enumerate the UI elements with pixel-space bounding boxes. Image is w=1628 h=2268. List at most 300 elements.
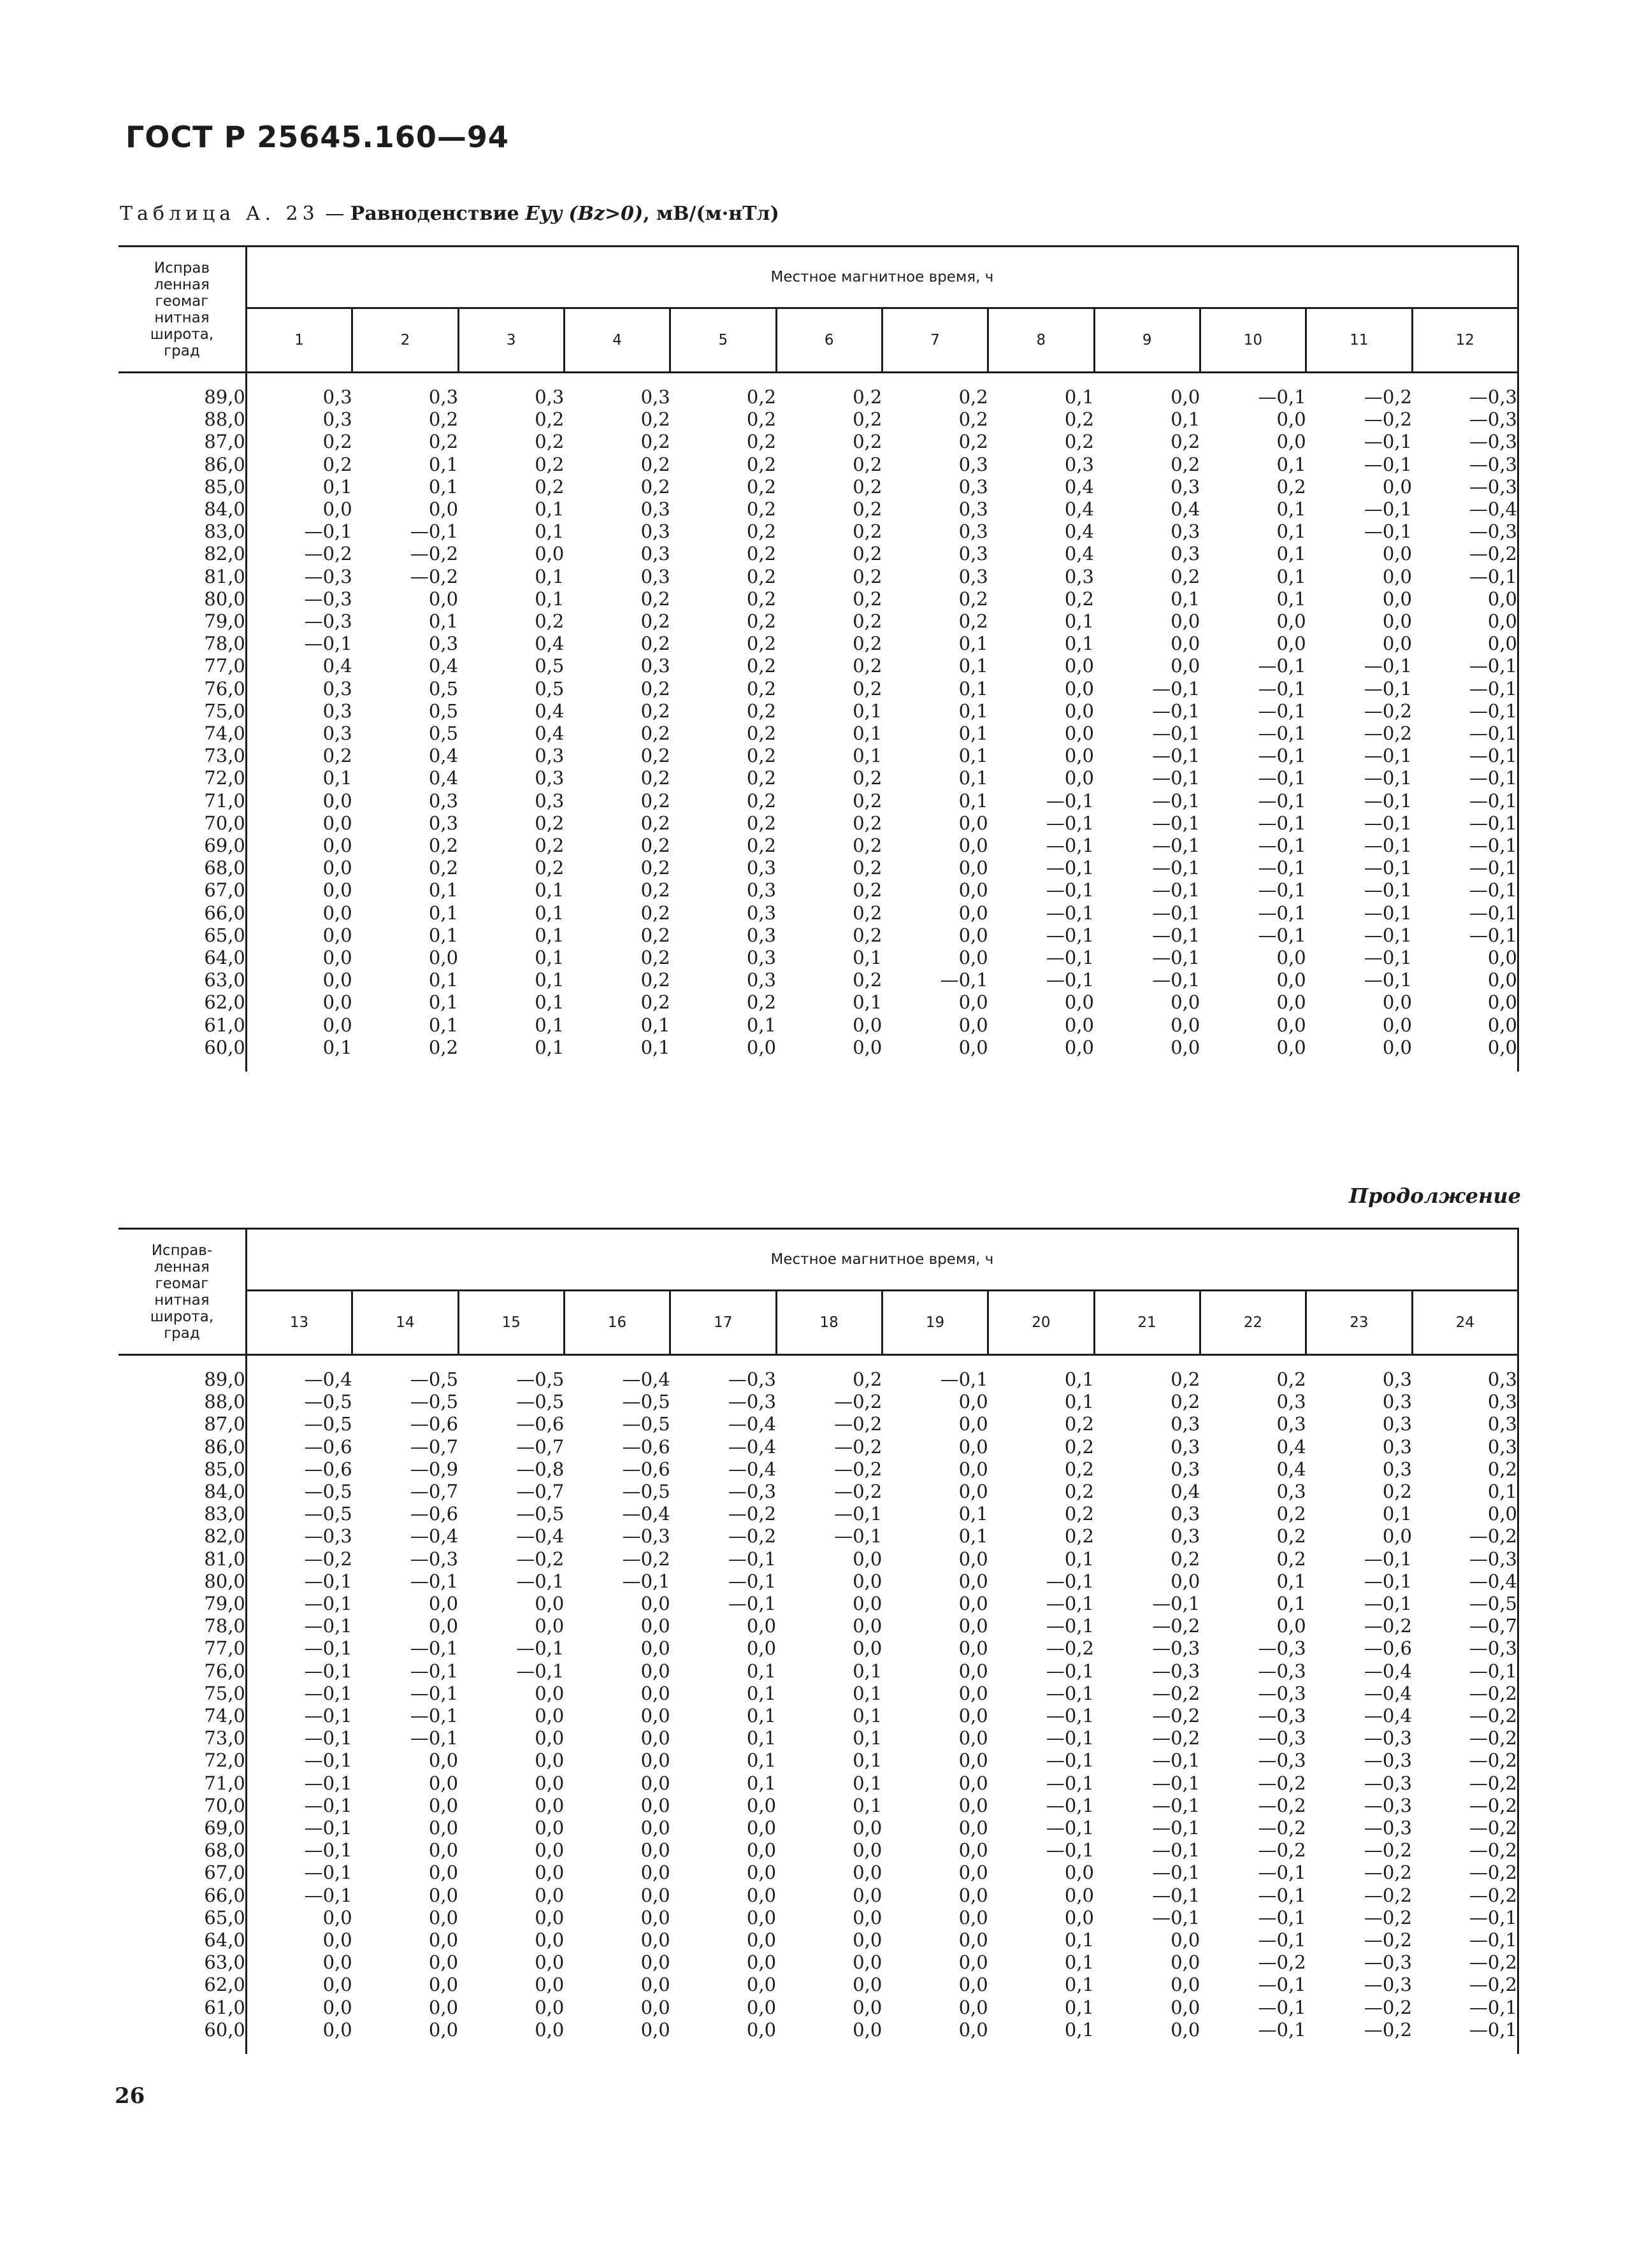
value-cell: 0,2 [640,947,670,969]
latitude-cell: 79,0 [119,610,246,633]
value-cell: 0,0 [746,2018,777,2041]
hour-column-header: 22 [1200,1290,1306,1354]
value-cell: —0,3 [1364,1974,1412,1996]
value-cell: —0,3 [1258,1705,1306,1727]
latitude-cell: 86,0 [119,454,246,476]
hour-column-header: 4 [564,308,670,372]
value-cell: —0,4 [728,1435,777,1458]
value-cell: 0,0 [1276,431,1306,453]
value-cell: 0,0 [535,1974,565,1996]
value-cell: 0,0 [958,1615,988,1637]
value-cell: —0,4 [304,1368,352,1390]
value-cell: 0,0 [1382,633,1412,655]
value-cell: —0,7 [410,1481,459,1503]
value-cell: 0,1 [1064,1547,1095,1570]
value-cell: 0,0 [428,498,459,520]
value-cell: —0,3 [1364,1749,1412,1772]
value-cell: 0,2 [1276,1503,1306,1525]
value-cell: 0,2 [853,812,882,834]
value-cell: 0,2 [746,386,777,408]
value-cell: 0,0 [853,1884,882,1906]
table-row [119,722,1518,745]
value-cell: —0,1 [304,1637,352,1660]
value-cell: —0,4 [516,1525,565,1547]
value-cell: 0,0 [1382,1036,1412,1058]
value-cell: 0,0 [1064,1036,1095,1058]
value-cell: 0,0 [640,1593,670,1615]
value-cell: 0,0 [853,1906,882,1928]
value-cell: 0,2 [428,835,459,857]
latitude-cell: 63,0 [119,969,246,991]
value-cell: 0,0 [958,1637,988,1660]
value-cell: —0,2 [1364,1929,1412,1951]
value-cell: —0,1 [1412,745,1518,767]
table-caption-label: Таблица А. 23 [120,203,319,225]
table-row [119,1458,1518,1481]
latitude-cell: 77,0 [119,655,246,677]
value-cell: —0,3 [728,1368,777,1390]
value-cell: —0,1 [1152,1906,1200,1928]
table-row [119,1839,1518,1862]
value-cell: 0,0 [958,1749,988,1772]
value-cell: —0,1 [1152,1839,1200,1862]
value-cell: 0,2 [746,408,777,431]
value-cell: —0,1 [1258,901,1306,924]
latitude-cell: 63,0 [119,1951,246,1974]
value-cell: 0,2 [640,991,670,1014]
table-row [119,1660,1518,1683]
value-cell: —0,1 [1258,1884,1306,1906]
value-cell: —0,2 [516,1547,565,1570]
value-cell: 0,1 [958,722,988,745]
value-cell: 0,3 [1412,1368,1518,1391]
table-row [119,1862,1518,1884]
value-cell: —0,1 [1364,947,1412,969]
latitude-cell: 79,0 [119,1593,246,1615]
value-cell: 0,0 [535,1749,565,1772]
value-cell: 0,1 [428,475,459,498]
value-cell: —0,1 [1364,924,1412,946]
value-cell: —0,1 [1152,812,1200,834]
table-row [119,520,1518,543]
hour-column-header: 2 [352,308,458,372]
value-cell: —0,1 [1046,1660,1095,1682]
value-cell: —0,1 [1258,722,1306,745]
value-cell: 0,3 [746,901,777,924]
value-cell: 0,0 [640,1974,670,1996]
value-cell: 0,1 [958,633,988,655]
value-cell: 0,0 [746,1906,777,1928]
value-cell: 0,3 [1171,543,1200,565]
value-cell: 0,1 [853,1772,882,1794]
value-cell: —0,1 [1152,767,1200,789]
value-cell: —0,1 [1152,969,1200,991]
value-cell: 0,0 [958,1570,988,1592]
latitude-header-line: геомаг [155,292,209,310]
table-row [119,476,1518,498]
value-cell: 0,2 [640,453,670,475]
value-cell: 0,1 [1276,565,1306,587]
value-cell: 0,1 [1171,408,1200,431]
value-cell: 0,0 [322,2018,352,2041]
value-cell: 0,0 [958,1974,988,1996]
value-cell: —0,1 [304,1862,352,1884]
value-cell: 0,2 [1276,1525,1306,1547]
value-cell: 0,3 [1382,1413,1412,1435]
value-cell: —0,2 [1412,1772,1518,1795]
value-cell: 0,0 [1064,767,1095,789]
value-cell: —0,1 [1364,1593,1412,1615]
value-cell: 0,1 [1171,587,1200,610]
value-cell: 0,0 [958,1906,988,1928]
value-cell: —0,3 [1258,1682,1306,1704]
value-cell: 0,2 [640,700,670,722]
value-cell: —0,1 [304,1570,352,1592]
value-cell: 0,0 [1171,386,1200,408]
value-cell: —0,7 [1412,1615,1518,1637]
value-cell: 0,5 [428,722,459,745]
value-cell: 0,1 [535,947,565,969]
value-cell: 0,4 [1064,520,1095,543]
value-cell: 0,0 [640,1772,670,1794]
value-cell: —0,2 [728,1525,777,1547]
value-cell: 0,1 [958,767,988,789]
table-row [119,498,1518,520]
value-cell: 0,2 [1064,1458,1095,1480]
latitude-header-line: широта, [150,1308,214,1325]
value-cell: 0,0 [640,1906,670,1928]
table-row [119,1481,1518,1503]
latitude-cell: 60,0 [119,1037,246,1059]
value-cell: 0,2 [535,475,565,498]
table-row [119,1593,1518,1615]
value-cell: —0,3 [1152,1660,1200,1682]
value-cell: —0,1 [1412,1907,1518,1929]
latitude-cell: 76,0 [119,678,246,700]
value-cell: 0,0 [322,498,352,520]
value-cell: 0,1 [1382,1503,1412,1525]
value-cell: —0,1 [1258,835,1306,857]
latitude-cell: 75,0 [119,700,246,722]
value-cell: 0,1 [853,991,882,1014]
value-cell: 0,1 [746,1014,777,1036]
value-cell: 0,4 [322,655,352,677]
value-cell: 0,0 [746,1862,777,1884]
value-cell: 0,2 [958,386,988,408]
value-cell: 0,1 [853,722,882,745]
value-cell: —0,1 [1046,969,1095,991]
value-cell: —0,1 [1258,386,1306,408]
value-cell: —0,1 [1152,1862,1200,1884]
value-cell: 0,3 [322,677,352,700]
value-cell: 0,4 [1064,498,1095,520]
hour-column-header: 12 [1412,308,1518,372]
table-row [119,1951,1518,1974]
value-cell: 0,0 [1412,969,1518,991]
value-cell: 0,1 [1064,1391,1095,1413]
value-cell: 0,0 [1412,947,1518,969]
value-cell: —0,1 [1152,857,1200,879]
value-cell: 0,0 [1276,1036,1306,1058]
value-cell: —0,1 [1364,767,1412,789]
value-cell: —0,1 [1258,924,1306,946]
value-cell: —0,1 [304,1749,352,1772]
value-cell: 0,0 [746,1974,777,1996]
value-cell: 0,0 [958,1391,988,1413]
value-cell: 0,2 [746,745,777,767]
hour-column-header: 9 [1094,308,1200,372]
value-cell: 0,1 [1276,587,1306,610]
value-cell: 0,2 [322,431,352,453]
value-cell: —0,5 [516,1503,565,1525]
value-cell: —0,1 [1364,969,1412,991]
value-cell: 0,0 [535,1884,565,1906]
value-cell: 0,0 [1382,543,1412,565]
value-cell: 0,0 [535,1794,565,1816]
value-cell: 0,3 [428,386,459,408]
table-row [119,2019,1518,2041]
value-cell: 0,0 [1171,1570,1200,1592]
value-cell: —0,1 [1046,924,1095,946]
value-cell: —0,1 [410,1570,459,1592]
value-cell: —0,1 [1364,453,1412,475]
value-cell: 0,2 [853,543,882,565]
value-cell: 0,3 [1276,1481,1306,1503]
value-cell: —0,5 [304,1413,352,1435]
value-cell: 0,2 [746,655,777,677]
page-number: 26 [115,2083,145,2109]
value-cell: 0,0 [1171,1974,1200,1996]
value-cell: —0,1 [1046,857,1095,879]
value-cell: 0,2 [958,587,988,610]
latitude-cell: 83,0 [119,520,246,543]
value-cell: 0,2 [640,879,670,901]
value-cell: 0,3 [640,498,670,520]
value-cell: 0,2 [535,835,565,857]
value-cell: —0,3 [1412,1548,1518,1570]
value-cell: 0,0 [1171,991,1200,1014]
latitude-cell: 66,0 [119,1884,246,1907]
value-cell: —0,4 [1412,1570,1518,1593]
value-cell: —0,2 [1258,1839,1306,1862]
value-cell: 0,3 [958,520,988,543]
value-cell: 0,0 [1276,408,1306,431]
value-cell: 0,4 [535,700,565,722]
value-cell: —0,1 [1152,879,1200,901]
value-cell: 0,0 [322,991,352,1014]
value-cell: 0,3 [322,700,352,722]
value-cell: —0,1 [304,1794,352,1816]
table-row [119,1637,1518,1660]
value-cell: —0,3 [1412,1637,1518,1660]
value-cell: 0,1 [853,1660,882,1682]
value-cell: 0,1 [535,498,565,520]
value-cell: 0,0 [428,1951,459,1974]
value-cell: 0,2 [958,610,988,633]
value-cell: —0,1 [410,520,459,543]
value-cell: —0,1 [1046,1772,1095,1794]
value-cell: 0,3 [535,789,565,812]
value-cell: 0,0 [535,1929,565,1951]
value-cell: —0,1 [728,1570,777,1592]
value-cell: —0,1 [1364,498,1412,520]
latitude-cell: 68,0 [119,1839,246,1862]
value-cell: 0,2 [535,431,565,453]
value-cell: 0,0 [1276,991,1306,1014]
value-cell: —0,6 [622,1458,670,1480]
value-cell: 0,3 [746,924,777,946]
value-cell: 0,2 [640,722,670,745]
value-cell: 0,0 [746,1884,777,1906]
latitude-cell: 72,0 [119,767,246,789]
value-cell: 0,2 [1064,1503,1095,1525]
value-cell: —0,4 [1364,1660,1412,1682]
table-row [119,857,1518,879]
value-cell: —0,2 [1412,1951,1518,1974]
value-cell: 0,0 [428,947,459,969]
latitude-header-line: ленная [154,276,210,293]
value-cell: 0,0 [428,1615,459,1637]
value-cell: 0,1 [1064,1974,1095,1996]
value-cell: 0,0 [1382,587,1412,610]
latitude-cell: 68,0 [119,857,246,879]
value-cell: —0,8 [516,1458,565,1480]
value-cell: 0,0 [853,1996,882,2018]
value-cell: 0,0 [322,835,352,857]
value-cell: —0,1 [1258,1906,1306,1928]
value-cell: 0,1 [746,1660,777,1682]
value-cell: 0,0 [1064,1884,1095,1906]
value-cell: —0,1 [1258,700,1306,722]
value-cell: —0,2 [1364,700,1412,722]
table-row [119,700,1518,722]
value-cell: 0,2 [322,745,352,767]
latitude-cell: 67,0 [119,1862,246,1884]
value-cell: —0,1 [1046,1817,1095,1839]
value-cell: —0,6 [410,1413,459,1435]
value-cell: 0,0 [958,1794,988,1816]
value-cell: 0,1 [958,1503,988,1525]
latitude-cell: 85,0 [119,476,246,498]
value-cell: —0,2 [1258,1951,1306,1974]
value-cell: 0,1 [958,745,988,767]
value-cell: 0,0 [1171,1996,1200,2018]
value-cell: —0,2 [304,1547,352,1570]
value-cell: —0,1 [834,1503,882,1525]
table-row [119,588,1518,610]
value-cell: 0,0 [322,1974,352,1996]
value-cell: 0,2 [640,812,670,834]
value-cell: 0,0 [1412,991,1518,1014]
value-cell: 0,0 [853,1615,882,1637]
value-cell: —0,2 [1412,1974,1518,1996]
latitude-cell: 61,0 [119,1997,246,2019]
hour-column-header: 13 [246,1290,352,1354]
table-row [119,924,1518,947]
value-cell: 0,1 [428,1014,459,1036]
value-cell: 0,0 [1064,722,1095,745]
value-cell: 0,3 [1382,1458,1412,1480]
value-cell: 0,2 [853,633,882,655]
value-cell: 0,0 [640,1749,670,1772]
value-cell: 0,1 [958,677,988,700]
table-row [119,1037,1518,1059]
value-cell: 0,0 [1171,610,1200,633]
value-cell: 0,0 [958,1481,988,1503]
value-cell: —0,6 [410,1503,459,1525]
value-cell: —0,5 [622,1481,670,1503]
table-row [119,1997,1518,2019]
value-cell: —0,1 [516,1660,565,1682]
latitude-header-line: Исправ [154,259,210,276]
value-cell: 0,1 [535,587,565,610]
value-cell: —0,3 [1412,431,1518,453]
value-cell: —0,1 [834,1525,882,1547]
table-caption-symbol: Eyy (Bz>0) [525,203,644,225]
table-row [119,745,1518,767]
value-cell: —0,2 [410,565,459,587]
value-cell: 0,0 [958,1547,988,1570]
value-cell: —0,1 [1152,1749,1200,1772]
value-cell: —0,3 [1412,520,1518,543]
value-cell: —0,1 [1412,812,1518,835]
value-cell: —0,1 [1412,857,1518,879]
value-cell: 0,3 [1171,1458,1200,1480]
value-cell: —0,6 [304,1435,352,1458]
value-cell: —0,1 [304,520,352,543]
value-cell: —0,5 [410,1368,459,1390]
value-cell: 0,2 [853,386,882,408]
value-cell: —0,1 [410,1660,459,1682]
value-cell: 0,2 [640,475,670,498]
value-cell: 0,1 [958,655,988,677]
value-cell: 0,0 [1171,655,1200,677]
value-cell: —0,2 [1412,1839,1518,1862]
latitude-column-header [119,1229,246,1355]
table-row [119,1391,1518,1413]
latitude-cell: 66,0 [119,902,246,924]
value-cell: —0,1 [1364,789,1412,812]
latitude-cell: 69,0 [119,1817,246,1839]
value-cell: —0,2 [410,543,459,565]
value-cell: 0,2 [1064,1481,1095,1503]
value-cell: —0,1 [304,1839,352,1862]
table-row [119,633,1518,655]
value-cell: —0,1 [1412,924,1518,947]
value-cell: 0,0 [958,1036,988,1058]
value-cell: —0,3 [1152,1637,1200,1660]
value-cell: 0,1 [1064,386,1095,408]
value-cell: 0,3 [958,453,988,475]
value-cell: —0,1 [1152,722,1200,745]
value-cell: 0,0 [1412,588,1518,610]
value-cell: —0,1 [1258,655,1306,677]
value-cell: 0,2 [853,879,882,901]
table-row [119,1705,1518,1727]
time-group-header: Местное магнитное время, ч [246,247,1518,308]
hour-column-header: 17 [670,1290,776,1354]
value-cell: 0,1 [322,1036,352,1058]
value-cell: —0,3 [410,1547,459,1570]
table-row [119,1615,1518,1637]
value-cell: 0,2 [746,633,777,655]
value-cell: 0,0 [1064,991,1095,1014]
value-cell: —0,5 [622,1413,670,1435]
value-cell: 0,1 [322,767,352,789]
value-cell: 0,0 [853,1547,882,1570]
value-cell: 0,1 [535,1036,565,1058]
value-cell: 0,1 [853,745,882,767]
